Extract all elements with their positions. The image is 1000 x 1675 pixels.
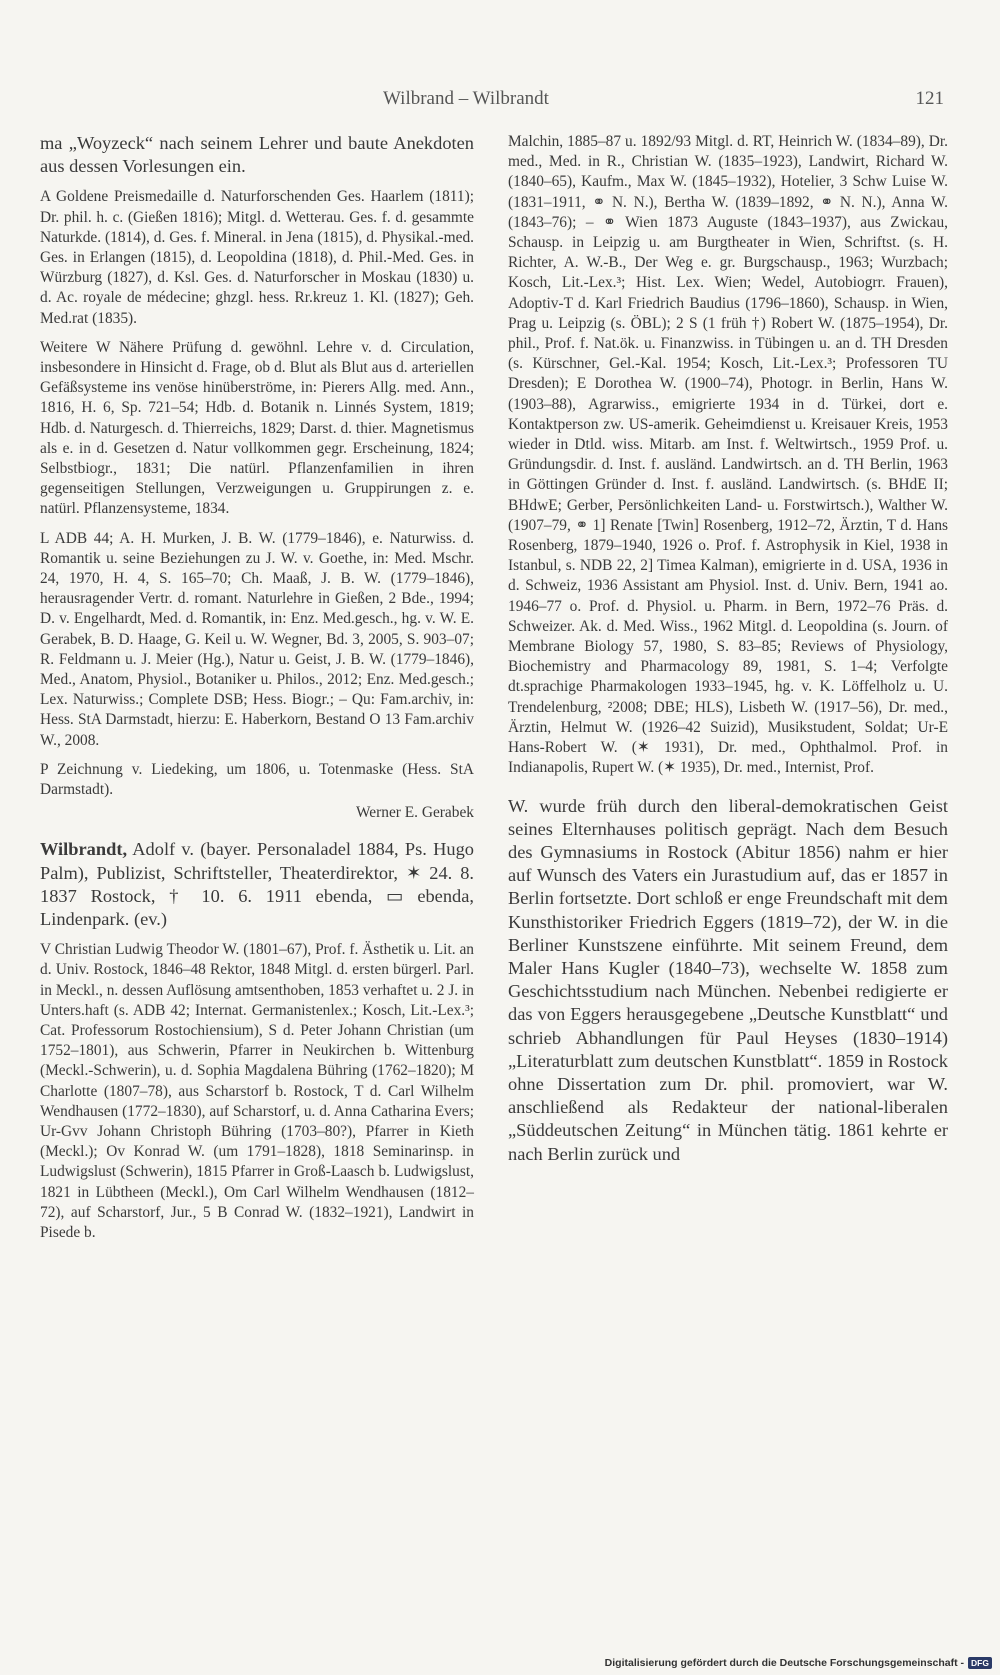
- portraits-paragraph: P Zeichnung v. Liedeking, um 1806, u. Totenmaske (Hess. StA Darmstadt).: [40, 760, 474, 799]
- entry-head: [40, 838, 474, 931]
- right-column: [508, 132, 948, 1166]
- genealogy-continued-paragraph: Malchin, 1885–87 u. 1892/93 Mitgl. d. RT, Heinrich W. (1834–89), Dr. med., Med. in R., Christian W. (1835–1923), Landwirt, Richard W. (1840–65), Kaufm., Max W. (1845–1932), Hotelier, 3 Schw Luise W. (1831–1911, ⚭ N. N.), Bertha W. (1839–1892, ⚭ N. N.), Anna W. (1843–76); – ⚭ Wien 1873 Auguste (1843–1937), aus Zwickau, Schausp. in Leipzig u. am Burgtheater in Wien, Schriftst. (s. H. Richter, A. W.-B., Der Weg e. gr. Burgschausp., 1963; Wurzbach; Kosch, Lit.-Lex.³; Hist. Lex. Wien; Wedel, Autobiogrr. Frauen), Adoptiv-T d. Karl Friedrich Baudius (1796–1860), Schausp. in Wien, Prag u. Leipzig (s. ÖBL); 2 S (1 früh †) Robert W. (1875–1954), Dr. phil., Prof. f. Nat.ök. u. Finanzwiss. in Tübingen u. an d. TH Dresden (s. Kürschner, Gel.-Kal. 1954; Kosch, Lit.-Lex.³; Professoren TU Dresden); E Dorothea W. (1900–74), Photogr. in Berlin, Hans W. (1903–88), Agrarwiss., emigrierte 1934 in d. Türkei, dort e. Kontaktperson zw. US-amerik. Geheimdienst u. Kreisauer Kreis, 1953 wieder in Dtld. wiss. Mitarb. am Inst. f. Weltwirtsch., 1959 Prof. u. Gründungsdir. d. Inst. f. ausländ. Landwirtsch. an d. TH Berlin, 1963 in Göttingen Gründer d. Inst. f. ausländ. Landwirtsch. (s. BHdE II; BHdwE; Gerber, Persönlichkeiten Land- u. Forstwirtsch.), Walther W. (1907–79, ⚭ 1] Renate [Twin] Rosenberg, 1912–72, Ärztin, T d. Hans Rosenberg, 1879–1940, 1926 o. Prof. f. Astrophysik in Kiel, 1938 in Istanbul, s. NDB 22, 2] Timea Kalman), emigrierte in d. USA, 1936 in d. Schweiz, 1936 Assistant am Physiol. Inst. d. Univ. Bern, 1941 ao. 1946–77 o. Prof. d. Physiol. u. Pharm. in Bern, 1972–76 Präs. d. Schweizer. Ak. d. Med. Wiss., 1962 Mitgl. d. Leopoldina (s. Journ. of Membrane Biology 57, 1980, S. 83–85; Reviews of Physiology, Biochemistry and Pharmacology 89, 1981, S. 1–4; Verfolgte dt.sprachige Pharmakologen 1933–1945, hg. v. K. Löffelholz u. U. Trendelenburg, ²2008; DBE; HLS), Lisbeth W. (1917–56), Dr. med., Ärztin, Helmut W. (1926–42 Suizid), Musikstudent, Soldat; Ur-E Hans-Robert W. (✶ 1931), Dr. med., Ophthalmol. Prof. in Indianapolis, Rupert W. (✶ 1935), Dr. med., Internist, Prof.: [508, 133, 948, 777]
- running-head: [0, 86, 1000, 116]
- entry-headword: Wilbrandt,: [40, 839, 128, 860]
- works-paragraph: Weitere W Nähere Prüfung d. gewöhnl. Lehre v. d. Circulation, insbesondere in Hinsicht d. Frage, ob d. Blut als Blut aus d. arteriellen Gefäßsysteme ins venöse hinüberströme, in: Pierers Allg. med. Ann., 1816, H. 6, Sp. 721–54; Hdb. d. Botanik n. Linnés System, 1819; Hdb. d. Naturgesch. d. Thierreichs, 1829; Darst. d. thier. Magnetismus als e. in d. Gesetzen d. Natur vollkommen gegr. Erscheinung, 1824; Selbstbiogr., 1831; Die natürl. Pflanzenfamilien in ihren gegenseitigen Stellungen, Verzweigungen u. Gruppirungen z. e. natürl. Pflanzensysteme, 1834.: [40, 338, 474, 518]
- digitization-footer: [605, 1657, 992, 1669]
- dfg-logo-icon: DFG: [968, 1657, 992, 1669]
- literature-paragraph: L ADB 44; A. H. Murken, J. B. W. (1779–1846), e. Naturwiss. d. Romantik u. seine Beziehungen zu J. W. v. Goethe, in: Med. Mschr. 24, 1970, H. 4, S. 165–70; Ch. Maaß, J. B. W. (1779–1846), herausragender Vertr. d. romant. Naturlehre in Gießen, 2 Bde., 1994; D. v. Engelhardt, Med. d. Romantik, in: Enz. Med.gesch., hg. v. W. E. Gerabek, B. D. Haage, G. Keil u. W. Wegner, Bd. 3, 2005, S. 903–07; R. Feldmann u. J. Meier (Hg.), Natur u. Geist, J. B. W. (1779–1846), Med., Anatom, Physiol., Botaniker u. Philos., 2012; Enz. Med.gesch.; Lex. Naturwiss.; Complete DSB; Hess. Biogr.; – Qu: Fam.archiv, in: Hess. StA Darmstadt, hierzu: E. Haberkorn, Bestand O 13 Fam.archiv W., 2008.: [40, 529, 474, 749]
- biography-paragraph: W. wurde früh durch den liberal-demokratischen Geist seines Elternhauses politisch geprägt. Nach dem Besuch des Gymnasiums in Rostock (Abitur 1856) nahm er hier auf Wunsch des Vaters ein Jurastudium auf, das er 1857 in Berlin fortsetzte. Dort schloß er enge Freundschaft mit dem Kunsthistoriker Friedrich Eggers (1819–72), der W. in die Berliner Kunstszene einführte. Mit seinem Freund, dem Maler Hans Kugler (1840–73), wechselte W. 1858 zum Geschichtsstudium nach München. Nebenbei redigierte er das von Eggers herausgegebene „Deutsche Kunstblatt“ und schrieb Abhandlungen für Paul Heyses (1830–1914) „Literaturblatt zum deutschen Kunstblatt“. 1859 in Rostock ohne Dissertation zum Dr. phil. promoviert, war W. anschließend als Redakteur der national-liberalen „Süddeutschen Zeitung“ in München tätig. 1861 kehrte er nach Berlin zurück und: [508, 795, 948, 1164]
- page-number: 121: [915, 88, 944, 109]
- page-title: Wilbrand – Wilbrandt: [383, 88, 549, 109]
- footer-text: Digitalisierung gefördert durch die Deutsche Forschungsgemeinschaft -: [604, 1657, 965, 1669]
- genealogy-paragraph: V Christian Ludwig Theodor W. (1801–67), Prof. f. Ästhetik u. Lit. an d. Univ. Rostock, 1846–48 Rektor, 1848 Mitgl. d. ersten bürgerl. Parl. in Meckl., n. dessen Auflösung amtsenthoben, 1853 verhaftet u. 2 J. in Unters.haft (s. ADB 42; Internat. Germanistenlex.; Kosch, Lit.-Lex.³; Cat. Professorum Rostochiensium), S d. Peter Johann Christian (um 1752–1801), aus Schwerin, Pfarrer in Neukirchen b. Wittenburg (Meckl.-Schwerin), u. d. Sophia Magdalena Bühring (1762–1820); M Charlotte (1807–78), aus Scharstorf b. Rostock, T d. Carl Wilhelm Wendhausen (1772–1830), auf Scharstorf, u. d. Anna Catharina Evers; Ur-Gvv Johann Christoph Bühring (1703–80?), Pfarrer in Kieth (Meckl.); Ov Konrad W. (um 1791–1828), 1818 Seminarinsp. in Ludwigslust (Schwerin), 1815 Pfarrer in Groß-Laasch b. Ludwigslust, 1821 in Lübtheen (Meckl.), Om Carl Wilhelm Wendhausen (1812–72), auf Scharstorf, Jur., 5 B Conrad W. (1832–1921), Landwirt in Pisede b.: [40, 941, 474, 1241]
- author-signature: Werner E. Gerabek: [356, 804, 474, 822]
- entry-head-text: Adolf v. (bayer. Personaladel 1884, Ps. Hugo Palm), Publizist, Schriftsteller, Theaterdirektor, ✶ 24. 8. 1837 Rostock, † 10. 6. 1911 ebenda, ▭ ebenda, Lindenpark. (ev.): [40, 839, 474, 929]
- awards-paragraph: A Goldene Preismedaille d. Naturforschenden Ges. Haarlem (1811); Dr. phil. h. c. (Gießen 1816); Mitgl. d. Wetterau. Ges. f. d. gesammte Naturkde. (1814), d. Ges. f. Mineral. in Jena (1815), d. Physikal.-med. Ges. in Erlangen (1815), d. Leopoldina (1818), d. Phil.-Med. Ges. in Würzburg (1827), d. Ksl. Ges. d. Naturforscher in Moskau (1830) u. d. Ac. royale de médecine; ghzgl. hess. Rr.kreuz 1. Kl. (1827); Geh. Med.rat (1835).: [40, 188, 474, 327]
- intro-paragraph: ma „Woyzeck“ nach seinem Lehrer und baute Anekdoten aus dessen Vorlesungen ein.: [40, 133, 474, 177]
- left-column: [40, 132, 474, 1243]
